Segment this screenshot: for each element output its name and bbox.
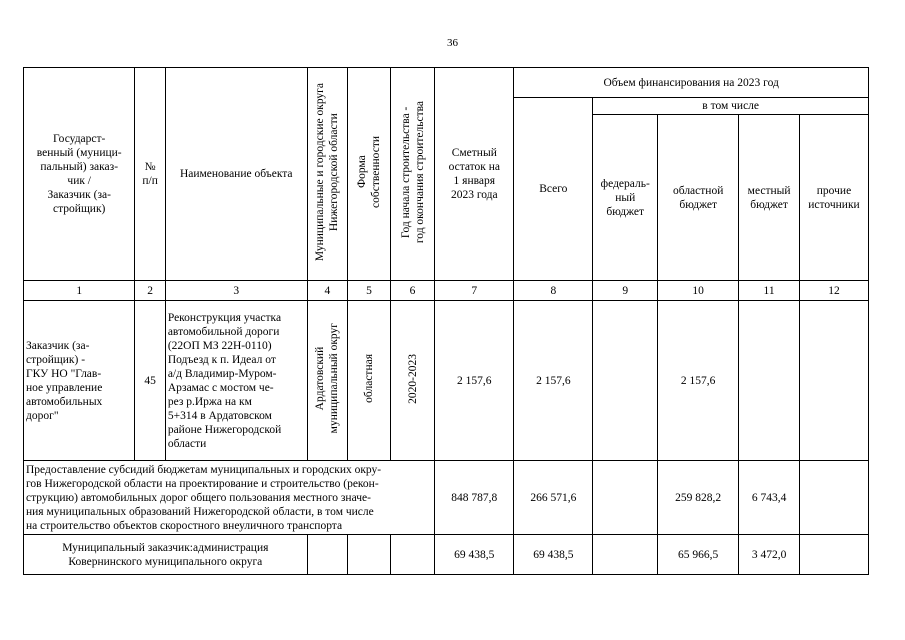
column-number: 3	[165, 281, 307, 301]
row-municipality-text: Ардатовский муниципальный округ	[314, 323, 341, 434]
header-row-1	[24, 68, 869, 98]
header-federal: федераль- ный бюджет	[593, 115, 658, 281]
subsidy-total: 266 571,6	[514, 461, 593, 535]
subsidy-regional: 259 828,2	[658, 461, 739, 535]
column-number: 10	[658, 281, 739, 301]
column-number: 7	[435, 281, 514, 301]
row-ownership-text: областная	[362, 354, 375, 403]
page-number: 36	[447, 37, 458, 49]
row-regional: 2 157,6	[658, 301, 739, 461]
column-number: 12	[799, 281, 868, 301]
subsidy-description: Предоставление субсидий бюджетам муниципальных и городских окру- гов Нижегородской области на проектирование и строительство (рекон- струкцию) автомобильных дорог общего пользования местного значе- ния муниципальных образований Нижегородской области, в том числе на строительство объектов скоростного внеуличного транспорта	[24, 461, 435, 535]
customer-other	[799, 535, 868, 575]
header-including-group: в том числе	[593, 98, 869, 115]
header-years-text: Год начала строительства - год окончания строительства	[399, 100, 426, 244]
subsidy-local: 6 743,4	[739, 461, 800, 535]
financing-table	[23, 67, 869, 575]
header-municipality-text: Муниципальные и городские округа Нижегородской области	[314, 82, 341, 262]
customer-total: 69 438,5	[514, 535, 593, 575]
customer-row	[24, 535, 869, 575]
row-years-text: 2020-2023	[406, 353, 419, 404]
row-object-name: Реконструкция участка автомобильной дороги (22ОП МЗ 22Н-0110) Подъезд к п. Идеал от а/д Владимир-Муром- Арзамас с мостом че- рез р.Иржа на км 5+314 в Ардатовском районе Нижегородской области	[165, 301, 307, 461]
column-number: 6	[390, 281, 435, 301]
customer-description: Муниципальный заказчик:администрация Ковернинского муниципального округа	[24, 535, 308, 575]
header-years	[390, 68, 435, 281]
row-other	[799, 301, 868, 461]
subsidy-estimated-balance: 848 787,8	[435, 461, 514, 535]
header-local: местный бюджет	[739, 115, 800, 281]
table-row	[24, 301, 869, 461]
header-ownership	[348, 68, 391, 281]
header-other: прочие источники	[799, 115, 868, 281]
header-municipality	[307, 68, 348, 281]
row-no: 45	[135, 301, 165, 461]
row-federal	[593, 301, 658, 461]
header-ownership-text: Форма собственности	[355, 136, 382, 208]
subsidy-federal	[593, 461, 658, 535]
header-estimated-balance: Сметный остаток на 1 января 2023 года	[435, 68, 514, 281]
column-numbers-row	[24, 281, 869, 301]
column-number: 5	[348, 281, 391, 301]
customer-local: 3 472,0	[739, 535, 800, 575]
customer-estimated-balance: 69 438,5	[435, 535, 514, 575]
subsidy-other	[799, 461, 868, 535]
customer-regional: 65 966,5	[658, 535, 739, 575]
customer-ownership	[348, 535, 391, 575]
header-customer: Государст- венный (муници- пальный) заказ- чик / Заказчик (за- стройщик)	[24, 68, 135, 281]
row-local	[739, 301, 800, 461]
subsidy-row	[24, 461, 869, 535]
column-number: 4	[307, 281, 348, 301]
row-ownership	[348, 301, 391, 461]
header-regional: областной бюджет	[658, 115, 739, 281]
column-number: 11	[739, 281, 800, 301]
column-number: 8	[514, 281, 593, 301]
row-total: 2 157,6	[514, 301, 593, 461]
row-estimated-balance: 2 157,6	[435, 301, 514, 461]
customer-municipality	[307, 535, 348, 575]
column-number: 2	[135, 281, 165, 301]
row-years	[390, 301, 435, 461]
customer-years	[390, 535, 435, 575]
header-total: Всего	[514, 98, 593, 281]
customer-federal	[593, 535, 658, 575]
header-financing-group: Объем финансирования на 2023 год	[514, 68, 869, 98]
column-number: 1	[24, 281, 135, 301]
header-no: № п/п	[135, 68, 165, 281]
column-number: 9	[593, 281, 658, 301]
row-customer: Заказчик (за- стройщик) - ГКУ НО "Глав- ное управление автомобильных дорог"	[24, 301, 135, 461]
row-municipality	[307, 301, 348, 461]
header-object-name: Наименование объекта	[165, 68, 307, 281]
